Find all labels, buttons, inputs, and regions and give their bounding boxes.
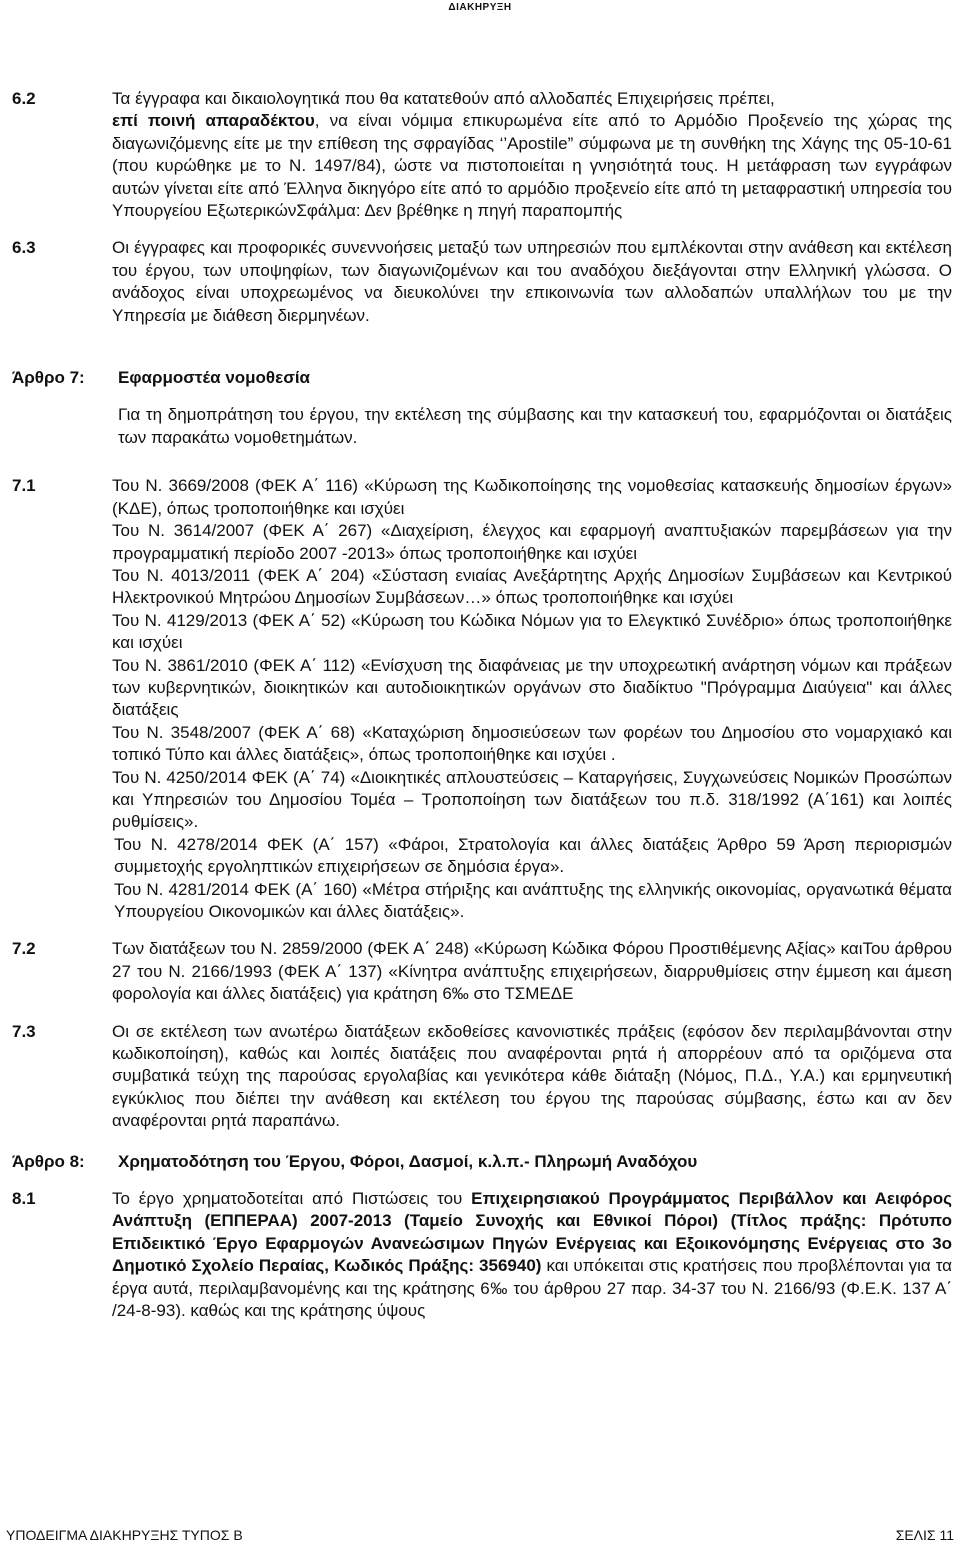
section-number: 7.2 (12, 939, 36, 959)
law-item: Του Ν. 4013/2011 (ΦΕΚ Α΄ 204) «Σύσταση ενιαίας Ανεξάρτητης Αρχής Δημοσίων Συμβάσεων και Κεντρικού Ηλεκτρονικού Μητρώου Δημοσίων Συμβάσεων…» όπως τροποποιήθηκε και ισχύει (112, 565, 952, 608)
section-text: Το έργο χρηματοδοτείται από Πιστώσεις του Επιχειρησιακού Προγράμματος Περιβάλλον και Αειφόρος Ανάπτυξη (ΕΠΠΕΡΑΑ) 2007-2013 (Ταμείο Συνοχής και Εθνικοί Πόροι) (Τίτλος πράξης: Πρότυπο Επιδεικτικό Έργο Εφαρμογών Ανανεώσιμων Πηγών Ενέργειας και Εξοικονόμησης Ενέργειας στο 3ο Δημοτικό Σχολείο Περαίας, Κωδικός Πράξης: 356940) και υπόκειται στις κρατήσεις που προβλέπονται για τα έργα αυτά, περιλαμβανομένης και της κράτησης 6‰ του άρθρου 27 παρ. 34-37 του Ν. 2166/93 (Φ.Ε.Κ. 137 Α΄ /24-8-93). καθώς και της κράτησης ύψους (112, 1189, 953, 1321)
article-label: Άρθρο 8: (12, 1151, 85, 1171)
law-item: Του Ν. 3669/2008 (ΦΕΚ Α΄ 116) «Κύρωση της Κωδικοποίησης της νομοθεσίας κατασκευής δημοσίων έργων» (ΚΔΕ), όπως τροποποιήθηκε και ισχύει (112, 476, 952, 518)
section-number: 6.2 (12, 89, 36, 108)
article-title: Χρηματοδότηση του Έργου, Φόροι, Δασμοί, κ.λ.π.- Πληρωμή Αναδόχου (118, 1151, 698, 1171)
section-7-3 (12, 1021, 952, 1133)
footer-page-number: ΣΕΛΙΣ 11 (895, 1527, 954, 1543)
law-item: Του Ν. 3614/2007 (ΦΕΚ Α΄ 267) «Διαχείριση, έλεγχος και εφαρμογή αναπτυξιακών παρεμβάσεων για την προγραμματική περίοδο 2007 -2013» όπως τροποποιήθηκε και ισχύει (112, 521, 952, 563)
law-item: Του Ν. 4129/2013 (ΦΕΚ Α΄ 52) «Κύρωση του Κώδικα Νόμων για το Ελεγκτικό Συνέδριο» όπως τροποποιήθηκε και ισχύει (112, 610, 952, 653)
section-6-3 (12, 237, 952, 327)
section-number: 7.1 (12, 476, 36, 496)
footer-document-type: ΥΠΟΔΕΙΓΜΑ ΔΙΑΚΗΡΥΞΗΣ ΤΥΠΟΣ Β (6, 1527, 243, 1543)
section-text: Των διατάξεων του Ν. 2859/2000 (ΦΕΚ Α΄ 248) «Κύρωση Κώδικα Φόρου Προστιθέμενης Αξίας» καιΤου άρθρου 27 του Ν. 2166/1993 (ΦΕΚ Α΄ 137) «Κίνητρα ανάπτυξης επιχειρήσεων, διαρρυθμίσεις στην έμμεση και άμεση φορολογία και άλλες διατάξεις) για κράτηση 6‰ στο ΤΣΜΕΔΕ (112, 939, 952, 1004)
article-8-heading (12, 1151, 952, 1173)
section-number: 6.3 (12, 238, 36, 258)
article-label: Άρθρο 7: (12, 368, 85, 388)
law-list (112, 475, 952, 923)
program-title: Επιχειρησιακού Προγράμματος Περιβάλλον και Αειφόρος Ανάπτυξη (ΕΠΠΕΡΑΑ) 2007-2013 (Ταμείο Συνοχής και Εθνικοί Πόροι) (Τίτλος πράξης: Πρότυπο Επιδεικτικό Έργο Εφαρμογών Ανανεώσιμων Πηγών Ενέργειας και Εξοικονόμησης Ενέργειας στο 3ο Δημοτικό Σχολείο Περαίας, Κωδικός Πράξης: 356940) (112, 1189, 953, 1276)
law-item: Του Ν. 4278/2014 ΦΕΚ (Α΄ 157) «Φάροι, Στρατολογία και άλλες διατάξεις Άρθρο 59 Άρση περιορισμών συμμετοχής εργοληπτικών επιχειρήσεων σε δημόσια έργα». (114, 834, 952, 877)
section-text: Τα έγγραφα και δικαιολογητικά που θα κατατεθούν από αλλοδαπές Επιχειρήσεις πρέπει, επί ποινή απαραδέκτου, να είναι νόμιμα επικυρωμένα είτε από το Αρμόδιο Προξενείο της χώρας της διαγωνιζόμενης είτε με την επίθεση της σφραγίδας ‘’Apostile” σύμφωνα με τη συνθήκη της Χάγης της 05-10-61 (που κυρώθηκε με το Ν. 1497/84), ώστε να πιστοποιείται η γνησιότητά τους. Η μετάφραση των εγγράφων αυτών γίνεται είτε από Έλληνα δικηγόρο είτε από το αρμόδιο προξενείο είτε από τη μεταφραστική υπηρεσία του Υπουργείου ΕξωτερικώνΣφάλμα: Δεν βρέθηκε η πηγή παραπομπής (112, 89, 953, 221)
page-footer (0, 1527, 960, 1547)
page-header: ΔΙΑΚΗΡΥΞΗ (448, 2, 512, 13)
article-7-intro (12, 404, 952, 449)
law-item: Του Ν. 4281/2014 ΦΕΚ (Α΄ 160) «Μέτρα στήριξης και ανάπτυξης της ελληνικής οικονομίας, οργανωτικά θέματα Υπουργείου Οικονομικών και άλλες διατάξεις». (114, 879, 952, 921)
article-title: Εφαρμοστέα νομοθεσία (118, 368, 310, 388)
emphasis-text: επί ποινή απαραδέκτου (112, 111, 315, 131)
section-number: 8.1 (12, 1189, 36, 1209)
section-7-2 (12, 938, 952, 1005)
law-item: Του Ν. 4250/2014 ΦΕΚ (Α΄ 74) «Διοικητικές απλουστεύσεις – Καταργήσεις, Συγχωνεύσεις Νομικών Προσώπων και Υπηρεσιών του Δημοσίου Τομέα – Τροποποίηση των διατάξεων του π.δ. 318/1992 (Α΄161) και λοιπές ρυθμίσεις». (112, 767, 952, 832)
section-text: Οι έγγραφες και προφορικές συνεννοήσεις μεταξύ των υπηρεσιών που εμπλέκονται στην ανάθεση και εκτέλεση του έργου, των υποψηφίων, των διαγωνιζομένων και του αναδόχου διεξάγονται στην Ελληνική γλώσσα. Ο ανάδοχος είναι υποχρεωμένος να διευκολύνει την επικοινωνία των αλλοδαπών υπαλλήλων του με την Υπηρεσία με διάθεση διερμηνέων. (112, 238, 952, 325)
law-item: Του Ν. 3548/2007 (ΦΕΚ Α΄ 68) «Καταχώριση δημοσιεύσεων των φορέων του Δημοσίου στο νομαρχιακό και τοπικό Τύπο και άλλες διατάξεις», όπως τροποποιήθηκε και ισχύει . (112, 722, 952, 765)
section-6-2 (12, 88, 952, 222)
article-7-heading (12, 367, 952, 389)
intro-text: Για τη δημοπράτηση του έργου, την εκτέλεση της σύμβασης και την κατασκευή του, εφαρμόζονται οι διατάξεις των παρακάτω νομοθετημάτων. (118, 405, 952, 447)
section-number: 7.3 (12, 1021, 36, 1041)
law-item: Του Ν. 3861/2010 (ΦΕΚ Α΄ 112) «Ενίσχυση της διαφάνειας με την υποχρεωτική ανάρτηση νόμων και πράξεων των κυβερνητικών, διοικητικών και αυτοδιοικητικών οργάνων στο διαδίκτυο "Πρόγραμμα Διαύγεια" και άλλες διατάξεις (112, 655, 952, 720)
section-8-1 (12, 1188, 952, 1322)
section-7-1 (12, 475, 952, 923)
document-body (12, 88, 952, 1323)
section-text: Οι σε εκτέλεση των ανωτέρω διατάξεων εκδοθείσες κανονιστικές πράξεις (εφόσον δεν περιλαμβάνονται στην κωδικοποίηση), καθώς και λοιπές διατάξεις που αναφέρονται ρητά ή απορρέουν από τα οριζόμενα στα συμβατικά τεύχη της παρούσας εργολαβίας και γενικότερα κάθε διάταξη (Νόμος, Π.Δ., Υ.Α.) και ερμηνευτική εγκύκλιος που διέπει την ανάθεση και εκτέλεση του έργου της παρούσας σύμβασης, έστω και αν δεν αναφέρονται ρητά παραπάνω. (112, 1021, 952, 1131)
